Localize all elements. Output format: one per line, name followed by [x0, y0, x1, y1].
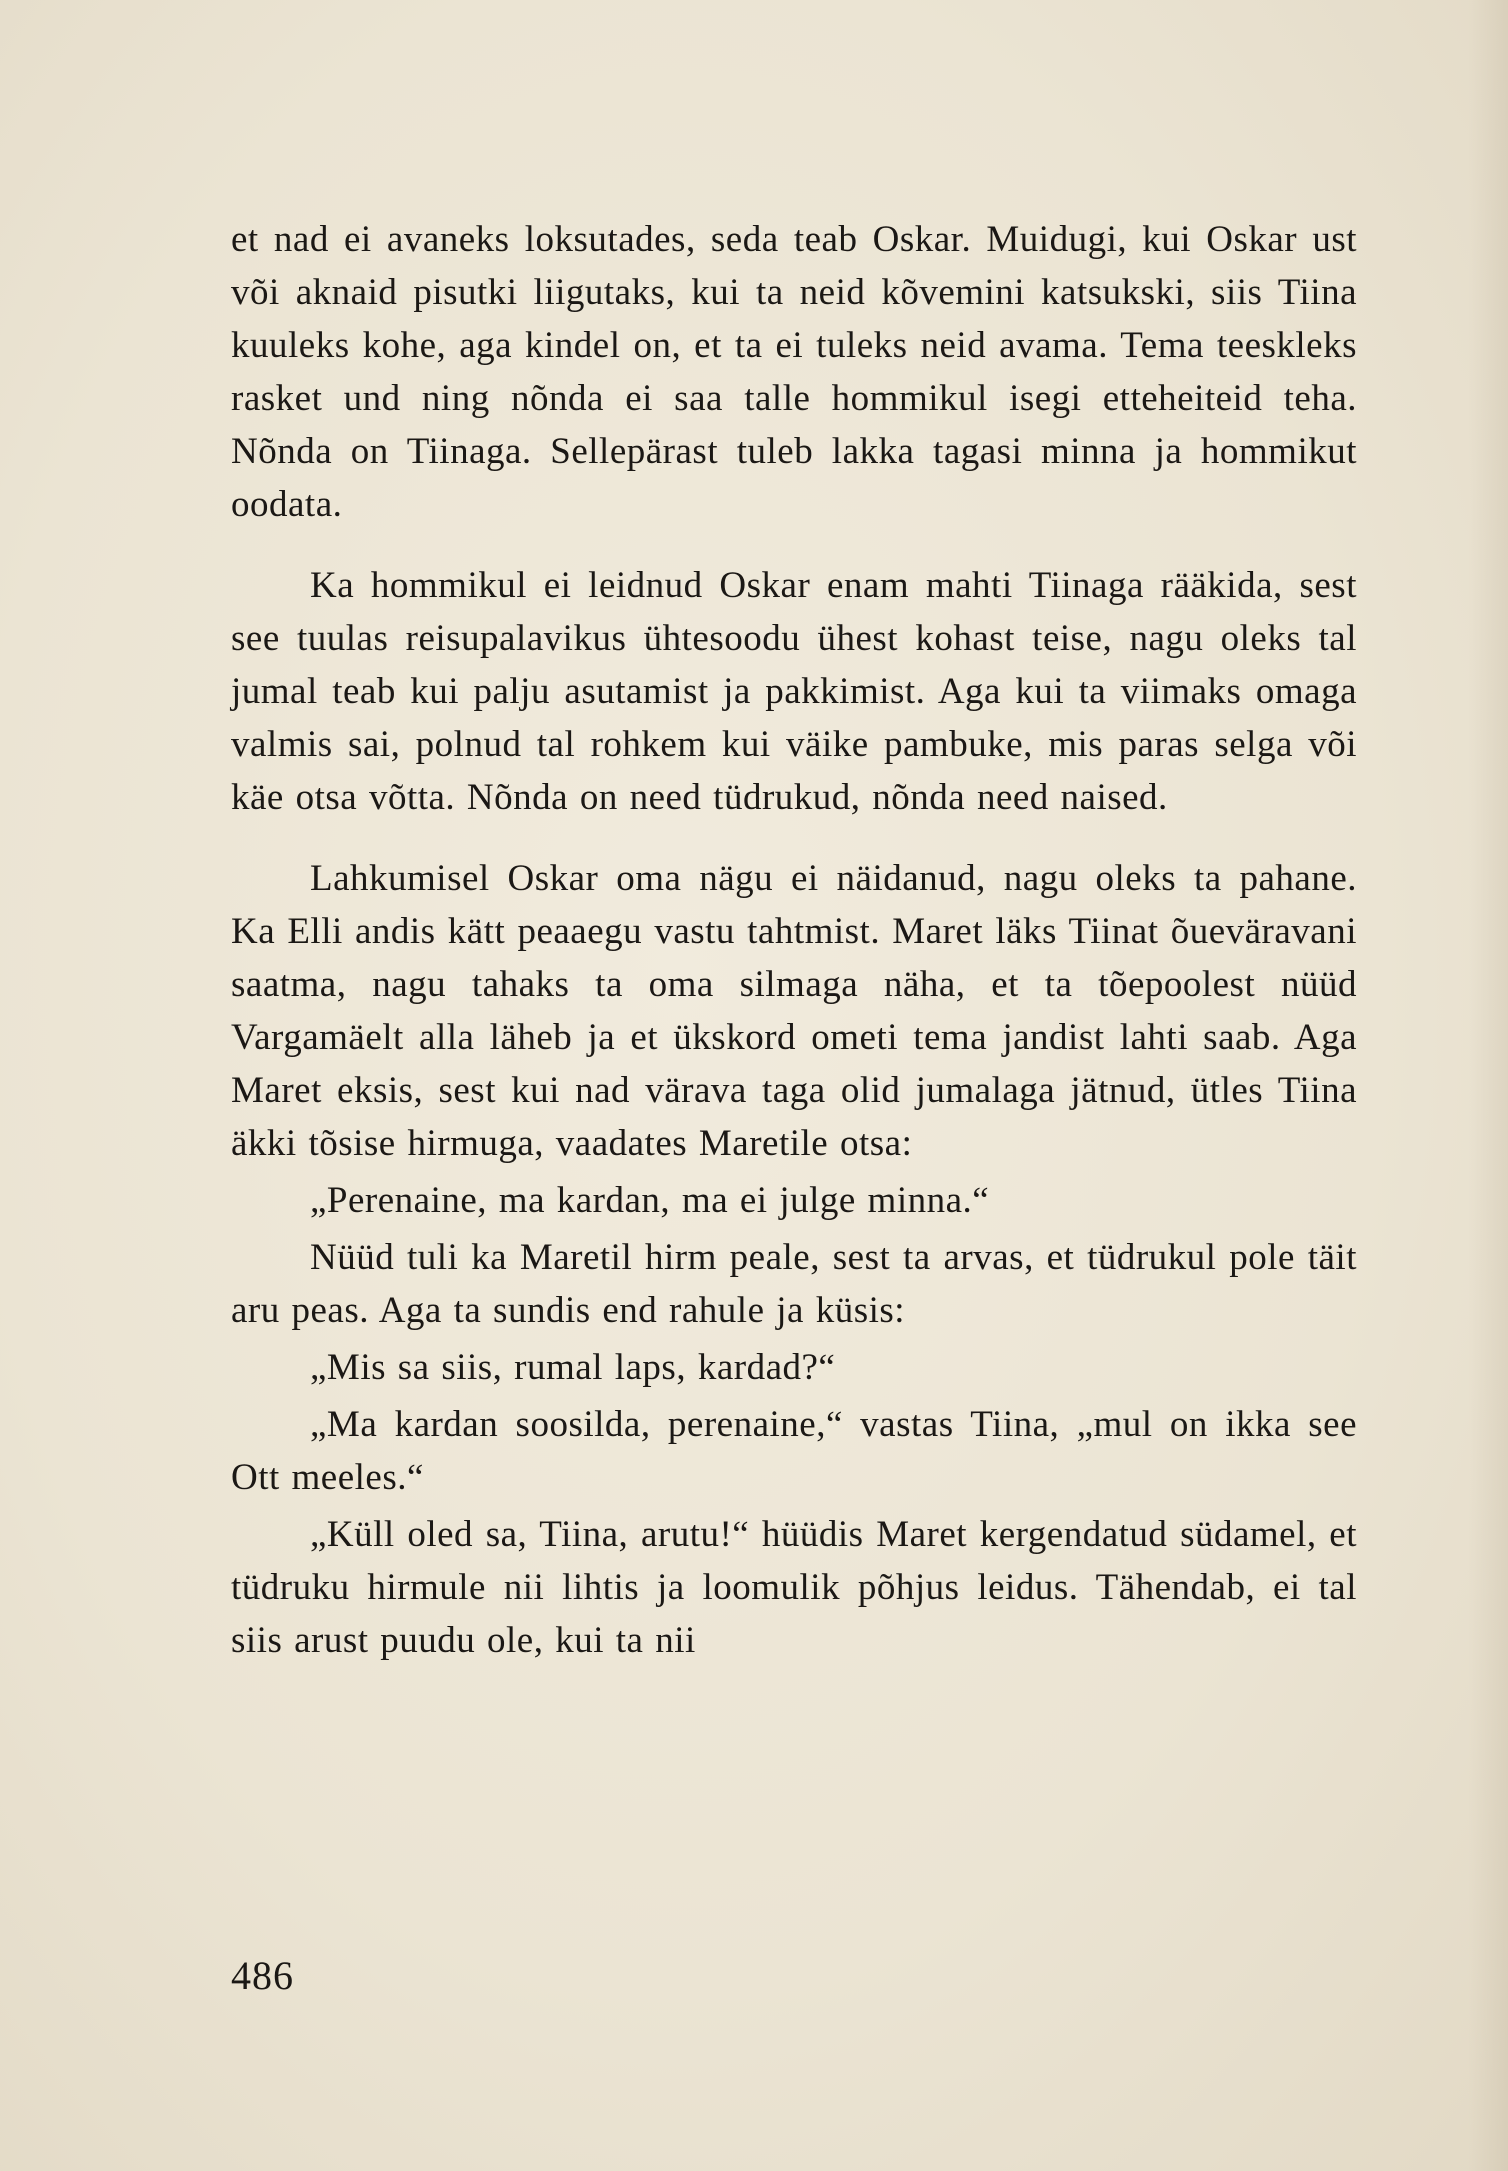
paragraph: „Küll oled sa, Tiina, arutu!“ hüüdis Maret kergendatud südamel, et tüdruku hirmule nii lihtis ja loomulik põhjus leidus. Tähendab, ei tal siis arust puudu ole, kui ta nii — [231, 1514, 1357, 1661]
dialogue-line: „Perenaine, ma kardan, ma ei julge minna.“ — [310, 1180, 990, 1221]
paragraph: Lahkumisel Oskar oma nägu ei näidanud, nagu oleks ta pahane. Ka Elli andis kätt peaaegu vastu tahtmist. Maret läks Tiinat õueväravani saatma, nagu tahaks ta oma silmaga näha, et ta tõepoolest nüüd Vargamäelt alla läheb ja et ükskord ometi tema jandist lahti saab. Aga Maret eksis, sest kui nad värava taga olid jumalaga jätnud, ütles Tiina äkki tõsise hirmuga, vaadates Maretile otsa: — [231, 858, 1357, 1164]
dialogue-line: „Ma kardan soosilda, perenaine,“ vastas Tiina, „mul on ikka see Ott meeles.“ — [231, 1404, 1357, 1498]
page-number: 486 — [231, 1953, 294, 1998]
dialogue-line: „Mis sa siis, rumal laps, kardad?“ — [310, 1347, 836, 1388]
paragraph: Ka hommikul ei leidnud Oskar enam mahti Tiinaga rääkida, sest see tuulas reisupalavikus ühtesoodu ühest kohast teise, nagu oleks tal jumal teab kui palju asutamist ja pakkimist. Aga kui ta viimaks omaga valmis sai, polnud tal rohkem kui väike pambuke, mis paras selga või käe otsa võtta. Nõnda on need tüdrukud, nõnda need naised. — [231, 565, 1357, 818]
body-text — [231, 213, 1357, 1667]
paragraph: Nüüd tuli ka Maretil hirm peale, sest ta arvas, et tüdrukul pole täit aru peas. Aga ta sundis end rahule ja küsis: — [231, 1237, 1357, 1331]
paragraph-continuation: et nad ei avaneks loksutades, seda teab Oskar. Muidugi, kui Oskar ust või aknaid pisutki liigutaks, kui ta neid kõvemini katsukski, siis Tiina kuuleks kohe, aga kindel on, et ta ei tuleks neid avama. Tema teeskleks rasket und ning nõnda ei saa talle hommikul isegi etteheiteid teha. Nõnda on Tiinaga. Sellepärast tuleb lakka tagasi minna ja hommikut oodata. — [231, 219, 1357, 525]
